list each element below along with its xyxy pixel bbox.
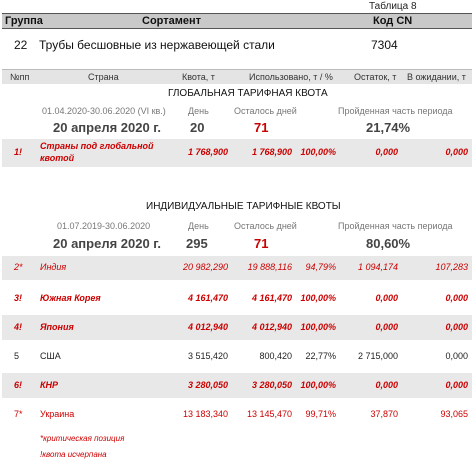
- row-quota: 13 183,340: [182, 409, 228, 419]
- row-number: 6!: [14, 380, 23, 390]
- row-pending: 0,000: [445, 322, 468, 332]
- individual-day-label: День: [188, 221, 209, 231]
- row-used-percent: 100,00%: [300, 293, 336, 303]
- table-row: [2, 344, 472, 369]
- row-quota: 3 515,420: [187, 351, 228, 361]
- individual-title: ИНДИВИДУАЛЬНЫЕ ТАРИФНЫЕ КВОТЫ: [146, 201, 341, 212]
- col-pending: В ожидании, т: [407, 72, 466, 82]
- row-used-percent: 22,77%: [305, 351, 336, 361]
- individual-day: 295: [186, 236, 208, 251]
- global-passed-label: Пройденная часть периода: [338, 106, 453, 116]
- row-used: 13 145,470: [246, 409, 292, 419]
- row-remain: 37,870: [370, 409, 398, 419]
- table-row: [2, 315, 472, 340]
- row-country: Страны под глобальной квотой: [40, 141, 154, 163]
- individual-days-left: 71: [254, 236, 269, 251]
- row-remain: 0,000: [375, 380, 398, 390]
- product-code: 7304: [371, 38, 398, 52]
- product-name: Трубы бесшовные из нержавеющей стали: [39, 38, 275, 52]
- table-row: [2, 256, 472, 280]
- row-pending: 93,065: [440, 409, 468, 419]
- product-group: 22: [14, 38, 28, 52]
- individual-date: 20 апреля 2020 г.: [53, 236, 162, 251]
- row-used: 800,420: [259, 351, 292, 361]
- col-used: Использовано, т / %: [249, 72, 333, 82]
- row-remain: 1 094,174: [357, 262, 398, 272]
- individual-period: 01.07.2019-30.06.2020: [57, 221, 151, 231]
- col-remain: Остаток, т: [354, 72, 397, 82]
- row-number: 4!: [14, 322, 23, 332]
- product-row: [0, 38, 474, 54]
- row-number: 7*: [14, 409, 23, 419]
- table-row: [2, 403, 472, 427]
- header-assortment: Сортамент: [142, 15, 202, 27]
- row-used-percent: 100,00%: [300, 322, 336, 332]
- table-row: [2, 373, 472, 398]
- row-used-percent: 94,79%: [305, 262, 336, 272]
- global-date: 20 апреля 2020 г.: [53, 120, 162, 135]
- row-number: 3!: [14, 293, 23, 303]
- row-used: 19 888,116: [247, 262, 292, 272]
- global-period: 01.04.2020-30.06.2020 (VI кв.): [42, 106, 166, 116]
- note-critical: *критическая позиция: [40, 434, 125, 443]
- row-country: Южная Корея: [40, 293, 101, 303]
- row-used: 1 768,900: [251, 147, 292, 157]
- column-header: [2, 69, 472, 84]
- col-country: Страна: [88, 72, 119, 82]
- note-exhausted: !квота исчерпана: [40, 450, 107, 459]
- global-passed: 21,74%: [366, 120, 411, 135]
- row-quota: 1 768,900: [187, 147, 228, 157]
- row-country: США: [40, 351, 61, 361]
- row-pending: 0,000: [445, 293, 468, 303]
- global-title: ГЛОБАЛЬНАЯ ТАРИФНАЯ КВОТА: [168, 88, 328, 99]
- row-remain: 0,000: [375, 293, 398, 303]
- row-country: Япония: [40, 322, 74, 332]
- row-country: Украина: [40, 409, 75, 419]
- row-used-percent: 100,00%: [300, 380, 336, 390]
- table-row: [2, 139, 472, 167]
- row-number: 5: [14, 351, 20, 361]
- table-number: Таблица 8: [369, 1, 417, 12]
- row-pending: 107,283: [435, 262, 468, 272]
- global-days-left-label: Осталось дней: [234, 106, 297, 116]
- row-remain: 2 715,000: [357, 351, 398, 361]
- header-group: Группа: [5, 15, 43, 27]
- row-remain: 0,000: [375, 147, 398, 157]
- individual-passed: 80,60%: [366, 236, 411, 251]
- row-used-percent: 99,71%: [305, 409, 336, 419]
- global-day-label: День: [188, 106, 209, 116]
- col-quota: Квота, т: [182, 72, 215, 82]
- row-quota: 3 280,050: [187, 380, 228, 390]
- row-used-percent: 100,00%: [300, 147, 336, 157]
- row-country: КНР: [40, 380, 59, 390]
- row-quota: 4 012,940: [187, 322, 228, 332]
- row-quota: 20 982,290: [182, 262, 228, 272]
- row-number: 2*: [14, 262, 23, 272]
- table-header: [2, 13, 472, 29]
- row-quota: 4 161,470: [187, 293, 228, 303]
- individual-passed-label: Пройденная часть периода: [338, 221, 453, 231]
- row-pending: 0,000: [445, 147, 468, 157]
- global-days-left: 71: [254, 120, 269, 135]
- global-day: 20: [190, 120, 205, 135]
- row-number: 1!: [14, 147, 23, 157]
- row-used: 4 161,470: [251, 293, 292, 303]
- individual-days-left-label: Осталось дней: [234, 221, 297, 231]
- row-used: 3 280,050: [251, 380, 292, 390]
- row-pending: 0,000: [445, 380, 468, 390]
- row-country: Индия: [40, 262, 67, 272]
- row-remain: 0,000: [375, 322, 398, 332]
- table-row: [2, 286, 472, 311]
- row-used: 4 012,940: [251, 322, 292, 332]
- col-no: №пп: [10, 72, 30, 82]
- row-pending: 0,000: [445, 351, 468, 361]
- header-code: Код CN: [373, 15, 413, 27]
